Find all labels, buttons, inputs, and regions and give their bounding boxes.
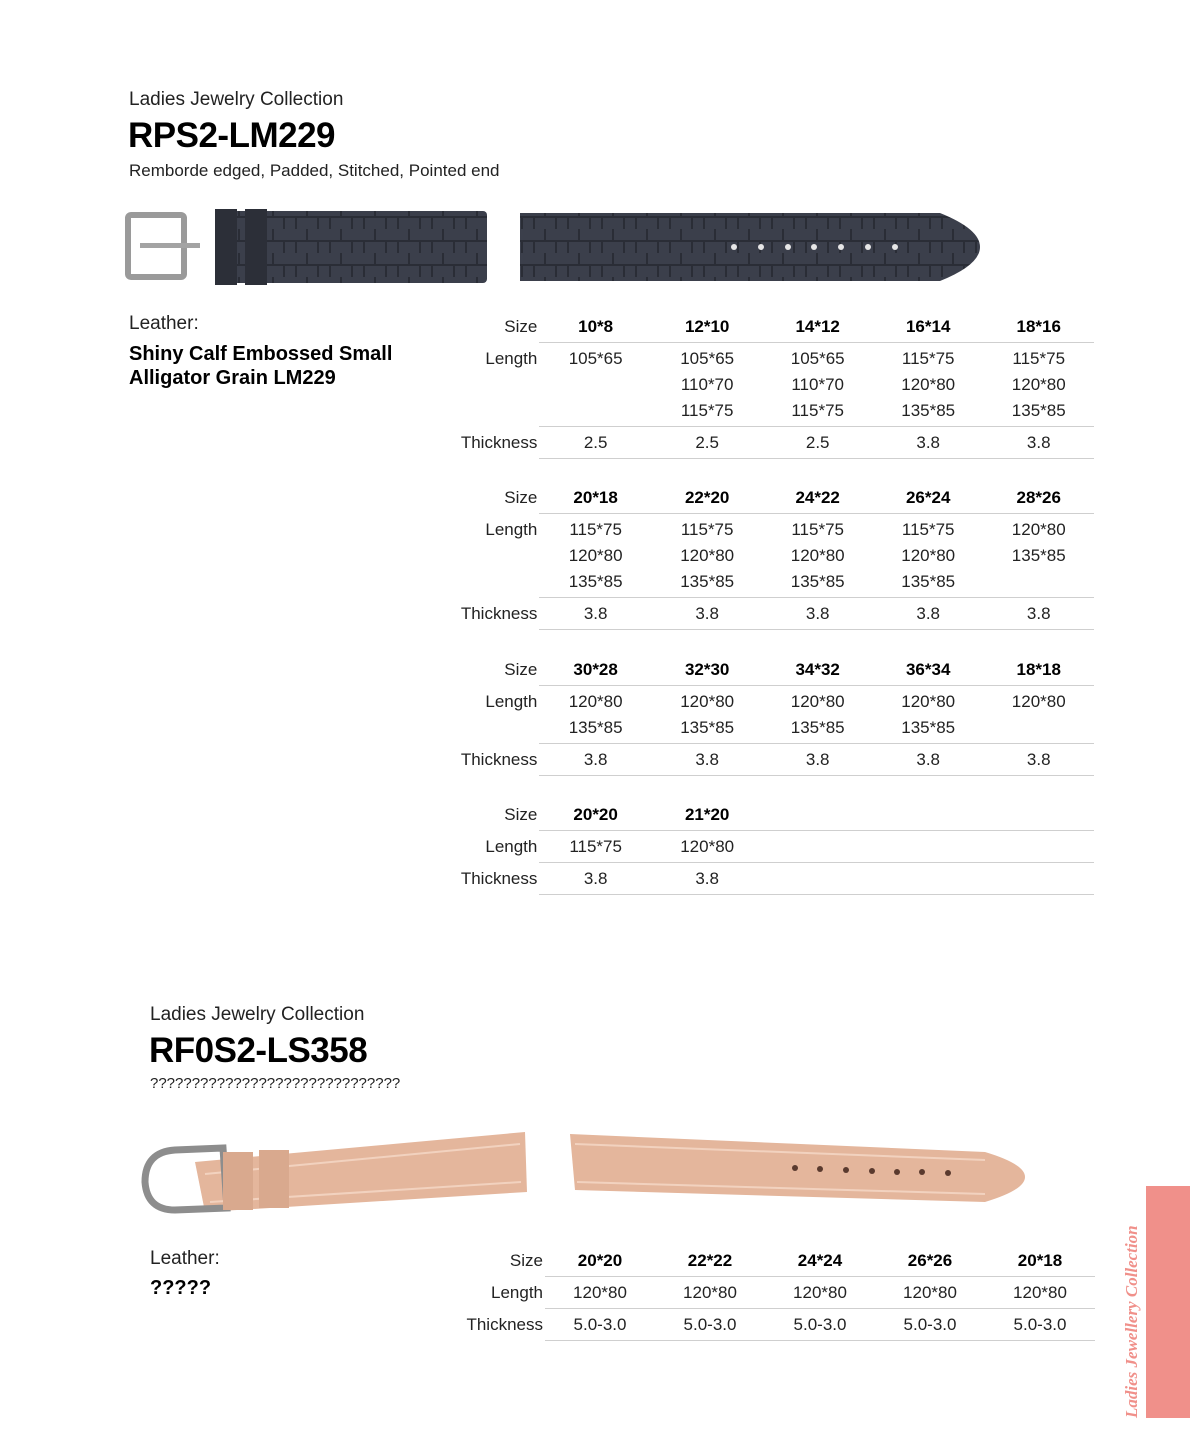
spec-table-3 [440,654,1094,776]
size-cell [762,799,873,831]
thickness-cell: 3.8 [873,744,984,776]
thickness-label: Thickness [466,1314,543,1334]
strap-description: Remborde edged, Padded, Stitched, Pointed end [129,161,500,180]
size-cell: 16*14 [873,311,984,343]
thickness-label: Thickness [460,868,538,888]
length-label: Length [485,348,538,368]
size-cell: 20*20 [539,799,652,831]
strap-description: ?????????????????????????????? [150,1075,401,1092]
size-cell: 20*20 [545,1245,655,1277]
thickness-cell: 3.8 [873,427,984,459]
thickness-cell: 3.8 [983,427,1094,459]
spec-table-4 [440,799,1094,895]
length-cell: 120*80 135*85 [983,514,1094,598]
size-cell: 24*22 [762,482,873,514]
thickness-cell [873,863,984,895]
tip-strap [520,213,980,281]
thickness-label: Thickness [460,603,538,623]
thickness-cell: 5.0-3.0 [765,1309,875,1341]
size-cell: 20*18 [539,482,652,514]
length-cell: 120*80 [652,831,763,863]
thickness-cell: 3.8 [873,598,984,630]
length-cell [983,831,1094,863]
thickness-cell: 2.5 [762,427,873,459]
size-cell: 18*18 [983,654,1094,686]
size-cell: 22*22 [655,1245,765,1277]
length-cell [762,831,873,863]
thickness-cell: 5.0-3.0 [545,1309,655,1341]
thickness-label: Thickness [460,432,538,452]
collection-label: Ladies Jewelry Collection [129,89,344,110]
length-cell: 120*80 [985,1277,1095,1309]
size-label: Size [504,805,538,824]
length-cell: 120*80 [875,1277,985,1309]
size-label: Size [504,660,538,679]
material-name: ????? [150,1277,212,1299]
size-cell: 26*24 [873,482,984,514]
size-cell: 28*26 [983,482,1094,514]
material-name: Shiny Calf Embossed Small Alligator Grain LM229 [129,343,393,389]
length-cell: 120*80 135*85 [762,686,873,744]
length-cell: 120*80 135*85 [539,686,652,744]
section-tab-label: Ladies Jewellery Collection [1122,1225,1141,1418]
spec-table-1 [440,311,1094,459]
thickness-cell: 3.8 [652,744,763,776]
length-cell: 105*65 110*70 115*75 [762,343,873,427]
thickness-cell: 3.8 [539,744,652,776]
size-cell: 22*20 [652,482,763,514]
collection-label: Ladies Jewelry Collection [150,1004,365,1025]
model-title: RPS2-LM229 [128,116,336,155]
length-cell: 115*75 120*80 135*85 [983,343,1094,427]
spec-table-2 [440,482,1094,630]
length-cell: 120*80 [655,1277,765,1309]
size-cell: 18*16 [983,311,1094,343]
thickness-cell: 3.8 [652,598,763,630]
length-cell: 115*75 120*80 135*85 [873,343,984,427]
material-label: Leather: [150,1248,220,1269]
size-cell: 34*32 [762,654,873,686]
size-cell: 32*30 [652,654,763,686]
length-cell: 105*65 110*70 115*75 [652,343,763,427]
length-label: Length [485,691,538,711]
size-label: Size [504,317,538,336]
size-cell [873,799,984,831]
size-cell: 36*34 [873,654,984,686]
model-title: RF0S2-LS358 [149,1031,368,1070]
length-cell: 115*75 120*80 135*85 [873,514,984,598]
size-cell: 12*10 [652,311,763,343]
thickness-cell: 5.0-3.0 [875,1309,985,1341]
length-cell: 105*65 [539,343,652,427]
size-cell: 30*28 [539,654,652,686]
thickness-cell: 2.5 [539,427,652,459]
size-cell: 10*8 [539,311,652,343]
size-cell: 24*24 [765,1245,875,1277]
strap-image [120,205,990,295]
thickness-cell [762,863,873,895]
length-cell: 115*75 120*80 135*85 [652,514,763,598]
thickness-cell: 3.8 [762,598,873,630]
thickness-cell: 3.8 [539,863,652,895]
size-cell: 14*12 [762,311,873,343]
length-cell: 120*80 [983,686,1094,744]
size-cell: 20*18 [985,1245,1095,1277]
length-label: Length [491,1282,543,1302]
size-cell: 21*20 [652,799,763,831]
length-cell: 120*80 135*85 [873,686,984,744]
thickness-label: Thickness [460,749,538,769]
thickness-cell: 3.8 [762,744,873,776]
length-label: Length [485,836,538,856]
size-cell: 26*26 [875,1245,985,1277]
length-label: Length [485,519,538,539]
spec-table-5 [440,1245,1095,1341]
thickness-cell: 3.8 [652,863,763,895]
thickness-cell: 3.8 [983,744,1094,776]
strap-image-2 [135,1122,1035,1232]
length-cell: 120*80 [545,1277,655,1309]
length-cell [873,831,984,863]
thickness-cell: 3.8 [539,598,652,630]
thickness-cell: 3.8 [983,598,1094,630]
size-label: Size [509,1251,543,1270]
thickness-cell: 5.0-3.0 [985,1309,1095,1341]
length-cell: 120*80 135*85 [652,686,763,744]
size-label: Size [504,488,538,507]
length-cell: 115*75 [539,831,652,863]
section-tab [1146,1186,1190,1418]
length-cell: 115*75 120*80 135*85 [539,514,652,598]
size-cell [983,799,1094,831]
thickness-cell [983,863,1094,895]
length-cell: 115*75 120*80 135*85 [762,514,873,598]
length-cell: 120*80 [765,1277,875,1309]
material-label: Leather: [129,313,199,334]
thickness-cell: 5.0-3.0 [655,1309,765,1341]
thickness-cell: 2.5 [652,427,763,459]
